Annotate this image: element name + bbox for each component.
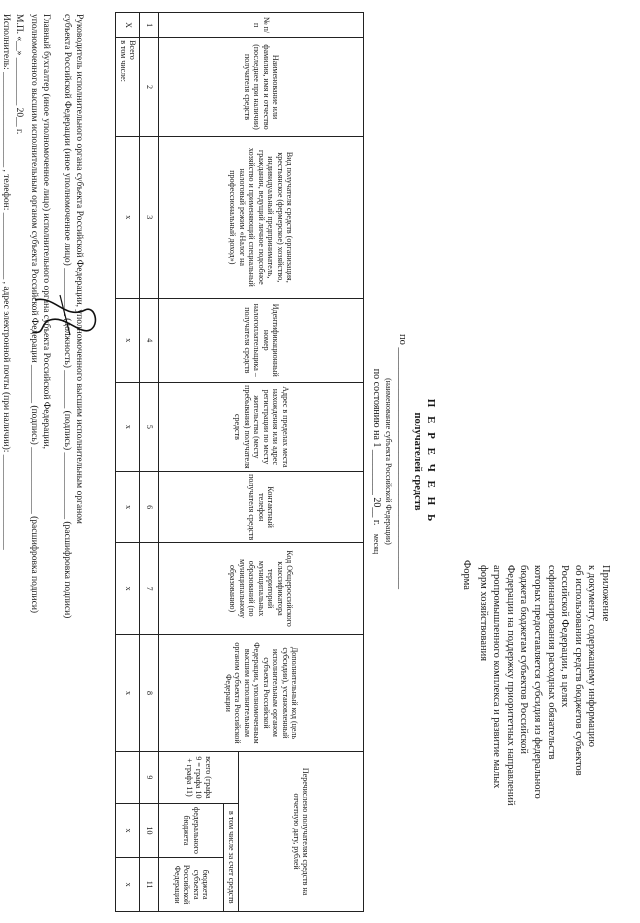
- col-number: 6: [140, 471, 159, 542]
- recipients-table: [116, 12, 365, 912]
- col-number: 9: [140, 752, 159, 803]
- col-header-federal: федерального бюджета: [159, 803, 224, 858]
- row-cell: Х: [116, 13, 140, 38]
- appendix-line: форм хозяйствования: [477, 565, 489, 662]
- row-cell: [116, 752, 140, 803]
- col-header-transferred: Перечислено получателям средств на отчетную дату, рублей: [239, 752, 364, 912]
- table-row: [116, 13, 140, 912]
- appendix-line: которых предоставляется субсидия из федерального: [532, 565, 544, 799]
- date-line: [371, 0, 382, 923]
- subject-line: по ______________________________________________: [397, 334, 408, 589]
- col-number: 3: [140, 136, 159, 298]
- appendix-line: Федерации на поддержку приоритетных направлений: [504, 565, 516, 806]
- row-cell: х: [116, 803, 140, 858]
- column-numbers-row: [140, 13, 159, 912]
- subject-caption: (наименование субъекта Российской Федерации): [384, 378, 393, 545]
- appendix-line: софинансирования расходных обязательств: [545, 565, 557, 760]
- row-cell-total-label: [116, 38, 140, 137]
- col-header-oktmo: Код Общероссийского классификатора территорий муниципальных образований (по муниципальному образованию): [159, 543, 364, 634]
- col-header-type: Вид получателя средств (организация, крестьянское (фермерское) хозяйство, индивидуальный предприниматель, гражданин, ведущий личное подсобное хозяйство и применяющий специальный налоговый режим «Налог на профессиональный доход»): [159, 136, 364, 298]
- row-cell: х: [116, 298, 140, 382]
- col-number: 5: [140, 382, 159, 471]
- col-number: 8: [140, 634, 159, 751]
- appendix-block: [476, 565, 612, 895]
- row-total-label: Всего: [128, 40, 138, 60]
- appendix-line: об использовании средств бюджетов субъектов: [572, 565, 584, 776]
- col-header-regional: бюджета субъекта Российской Федерации: [159, 858, 224, 912]
- col-header-address: Адрес в пределах места нахождения или адрес регистрации по месту жительства (месту пребывания) получателя средств: [159, 382, 364, 471]
- appendix-line: бюджета бюджетам субъектов Российской: [518, 565, 530, 754]
- col-number: 1: [140, 13, 159, 38]
- row-cell: х: [116, 136, 140, 298]
- row-including-label: в том числе:: [119, 40, 128, 82]
- appendix-line: Приложение: [600, 565, 611, 622]
- subject-prefix: по: [397, 334, 408, 345]
- head-signature-line: Руководитель исполнительного органа субъекта Российской Федерации, уполномоченного высшим исполнительным органом: [74, 14, 84, 524]
- document-title: П Е Р Е Ч Е Н Ь: [425, 398, 437, 525]
- document-subtitle: получателей средств: [412, 412, 423, 511]
- col-header-name: Наименование или фамилия, имя и отчество (последнее при наличии) получателя средств: [159, 38, 364, 137]
- col-header-phone: Контактный телефон получателя средств: [159, 471, 364, 542]
- col-number: 4: [140, 298, 159, 382]
- head-signature-line2: субъекта Российской Федерации (иное уполномоченное лицо) __________ (должность) ________ (подпись) ______________ (расшифровка подписи): [62, 14, 72, 619]
- appendix-line: агропромышленного комплекса и развитие малых: [491, 565, 503, 789]
- col-header-including: в том числе за счет средств: [224, 803, 239, 911]
- appendix-line: Российской Федерации, в целях: [559, 565, 571, 708]
- row-cell: х: [116, 543, 140, 634]
- row-cell: х: [116, 634, 140, 751]
- appendix-line: к документу, содержащему информацию: [586, 565, 598, 747]
- col-number: 2: [140, 38, 159, 137]
- col-header-extra-code: Дополнительный код (цель субсидии), установленный исполнительным органом субъекта Российской Федерации, уполномоченным высшим исполнительным органом субъекта Российской Федерации: [159, 634, 364, 751]
- accountant-signature-line: Главный бухгалтер (иное уполномоченное лицо) исполнительного органа субъекта Российской Федерации,: [41, 14, 51, 450]
- col-number: 7: [140, 543, 159, 634]
- date-text: по состоянию на 1 _________ 20__ г.: [371, 368, 382, 526]
- col-number: 11: [140, 858, 159, 912]
- row-cell: х: [116, 471, 140, 542]
- date-caption: месяц: [372, 533, 381, 555]
- form-label: Форма: [461, 560, 472, 590]
- accountant-signature-line2: уполномоченного высшим исполнительным органом субъекта Российской Федерации ________ (подпись) ______________ (расшифровка подписи): [29, 14, 39, 614]
- executor-line: Исполнитель: ____________________ , телефон: ______________ , адрес электронной почты (при наличии): ____________________: [1, 14, 11, 550]
- col-header-total: всего (графа 9 = графа 10 + графа 11): [159, 752, 239, 803]
- stamp-date-line: М.П. «__» __________ 20__ г.: [14, 14, 24, 135]
- col-header-inn: Идентификационный номер налогоплательщика – получателя средств: [159, 298, 364, 382]
- row-cell: х: [116, 858, 140, 912]
- col-header-num: № п/п: [159, 13, 364, 38]
- handwritten-signature: [25, 290, 105, 340]
- row-cell: х: [116, 382, 140, 471]
- col-number: 10: [140, 803, 159, 858]
